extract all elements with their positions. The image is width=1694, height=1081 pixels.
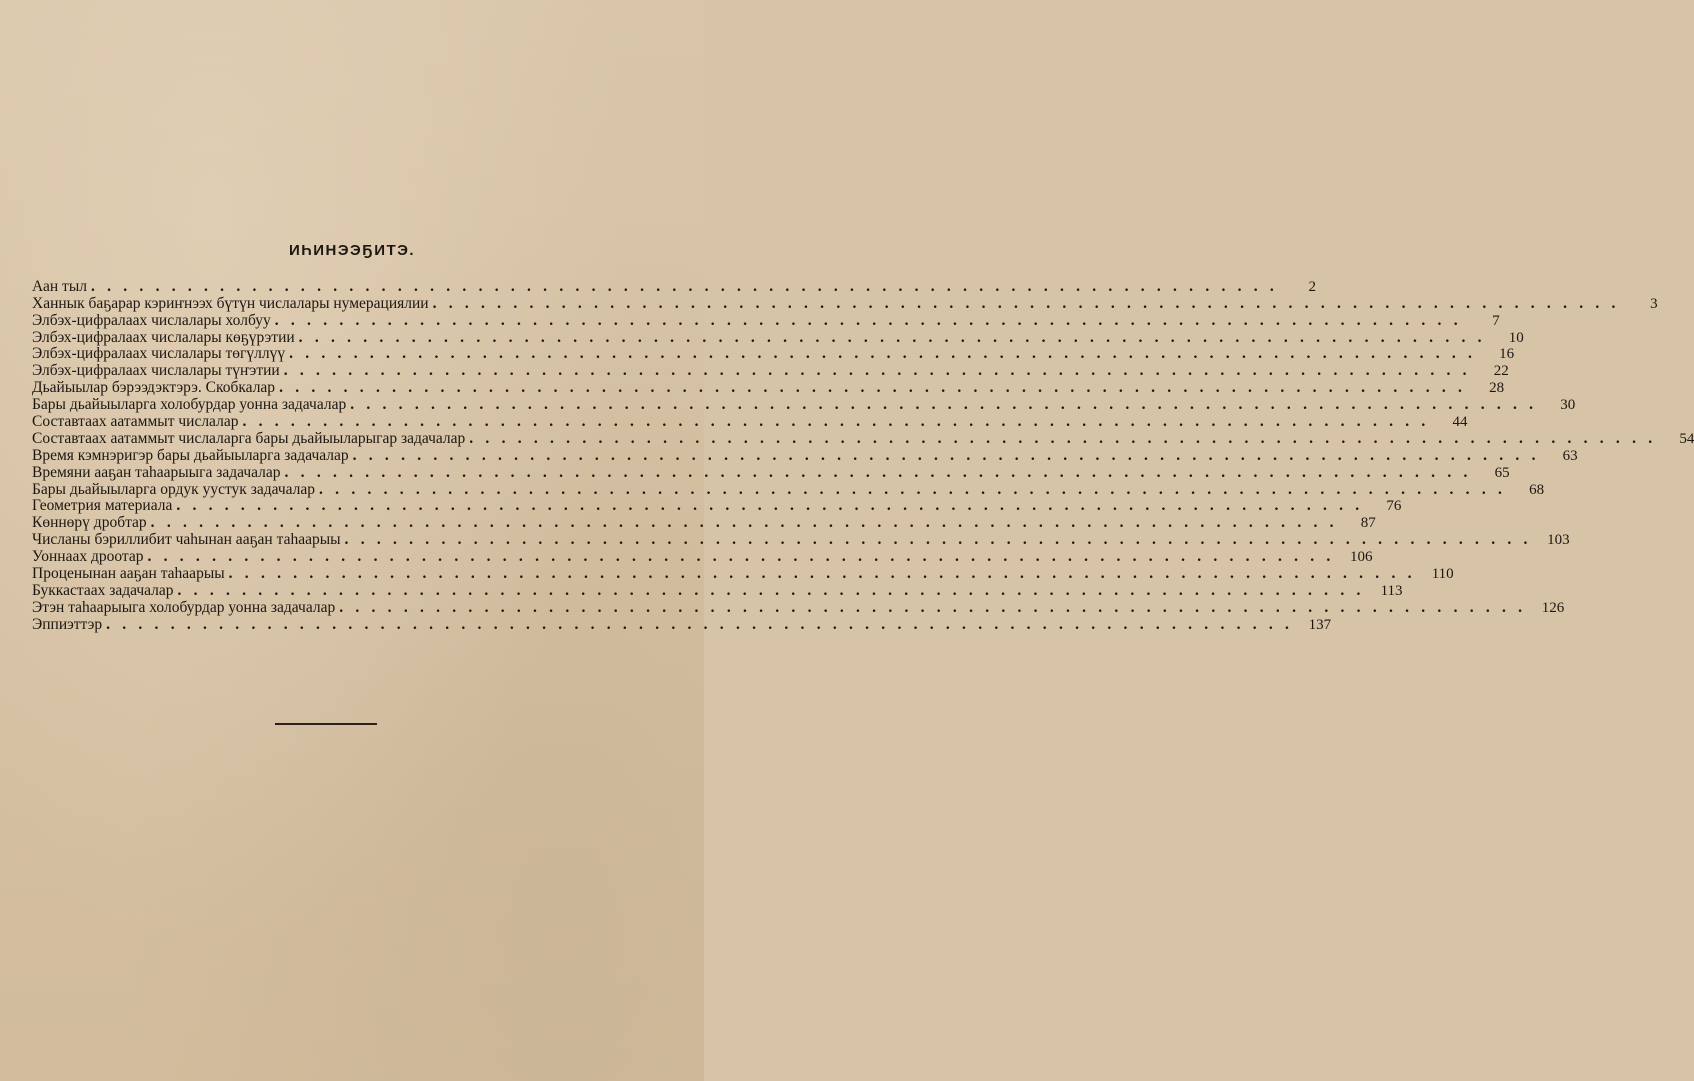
toc-entry-page: 110: [1431, 566, 1454, 583]
toc-entry-page: 126: [1541, 599, 1565, 616]
toc-entry-title: Эппиэттэр: [32, 615, 103, 633]
toc-entry-page: 2: [1308, 278, 1316, 295]
toc-entry: [32, 514, 1376, 532]
toc-entry-title: Элбэх-цифралаах числалары түҥэтии: [32, 362, 280, 380]
dot-leader: [284, 363, 1473, 379]
dot-leader: [147, 549, 1336, 565]
toc-entry-title: Составтаах аатаммыт числаларга бары дьайыыларыгар задачалар: [32, 429, 466, 447]
toc-entry-title: Геометрия материала: [32, 497, 173, 515]
dot-leader: [299, 330, 1488, 346]
dot-leader: [433, 296, 1622, 312]
toc-entry: [32, 615, 1332, 633]
separator-rule: [275, 723, 377, 725]
toc-entry: [32, 463, 1510, 481]
toc-entry-title: Уоннаах дроотар: [32, 548, 144, 566]
toc-entry: [32, 446, 1578, 464]
toc-entry: [32, 429, 1694, 447]
toc-entry-page: 44: [1452, 414, 1468, 431]
dot-leader: [275, 313, 1464, 329]
toc-entry-title: Время кэмнэригэр бары дьайыыларга задачалар: [32, 446, 349, 464]
toc-entry: [32, 362, 1509, 380]
dot-leader: [178, 583, 1367, 599]
toc-entry-page: 30: [1560, 397, 1576, 414]
toc-entry-title: Ханнык баҕарар кэриҥнээх бүтүн числалары нумерациялии: [32, 294, 429, 312]
dot-leader: [176, 498, 1365, 514]
dot-leader: [151, 515, 1340, 531]
toc-entry-page: 54: [1679, 430, 1694, 447]
dot-leader: [242, 414, 1431, 430]
toc-entry-title: Аан тыл: [32, 277, 87, 295]
dot-leader: [289, 346, 1478, 362]
dot-leader: [279, 380, 1468, 396]
toc-entry: [32, 497, 1402, 515]
dot-leader: [345, 532, 1534, 548]
toc-entry-title: Составтаах аатаммыт числалар: [32, 413, 239, 431]
contents-heading: ИҺИНЭЭҔИТЭ.: [288, 242, 416, 259]
toc-entry-page: 106: [1350, 549, 1373, 566]
dot-leader: [106, 617, 1295, 633]
toc-entry: [32, 581, 1403, 599]
toc-entry: [32, 480, 1545, 498]
toc-entry-title: Бары дьайыыларга ордук уустук задачалар: [32, 480, 316, 498]
toc-entry-page: 113: [1380, 582, 1403, 599]
toc-entry-title: Проценынан ааҕан таһаарыы: [32, 565, 225, 583]
toc-entry: [32, 277, 1316, 295]
toc-entry-page: 87: [1360, 515, 1376, 532]
toc-entry: [32, 328, 1524, 346]
toc-entry: [32, 413, 1468, 431]
toc-entry-title: Буккастаах задачалар: [32, 581, 174, 599]
dot-leader: [469, 431, 1658, 447]
table-of-contents: [32, 277, 1694, 633]
toc-entry-title: Бары дьайыыларга холобурдар уонна задачалар: [32, 396, 347, 414]
toc-entry-title: Элбэх-цифралаах числалары көҕүрэтии: [32, 328, 295, 346]
dot-leader: [285, 465, 1474, 481]
toc-entry-title: Элбэх-цифралаах числалары төгүллүү: [32, 345, 286, 363]
toc-entry-page: 22: [1493, 363, 1509, 380]
toc-entry-page: 10: [1508, 329, 1524, 346]
toc-entry-title: Дьайыылар бэрээдэктэрэ. Скобкалар: [32, 379, 276, 397]
toc-entry-title: Времяни ааҕан таһаарыыга задачалар: [32, 463, 281, 481]
toc-entry-page: 76: [1386, 498, 1402, 515]
toc-entry: [32, 548, 1373, 566]
dot-leader: [350, 397, 1539, 413]
dot-leader: [339, 600, 1528, 616]
toc-entry: [32, 379, 1505, 397]
toc-entry-page: 3: [1650, 295, 1658, 312]
toc-entry: [32, 345, 1515, 363]
toc-entry-page: 137: [1308, 616, 1332, 633]
toc-entry-title: Этэн таһаарыыга холобурдар уонна задачалар: [32, 598, 336, 616]
dot-leader: [319, 482, 1508, 498]
toc-entry-title: Числаны бэриллибит чаһынан ааҕан таһаарыы: [32, 531, 341, 549]
toc-entry-page: 68: [1529, 481, 1545, 498]
toc-entry-page: 65: [1494, 464, 1510, 481]
dot-leader: [353, 448, 1542, 464]
toc-entry: [32, 565, 1454, 583]
toc-entry: [32, 294, 1658, 312]
toc-entry-page: 28: [1489, 380, 1505, 397]
toc-entry-page: 16: [1499, 346, 1515, 363]
toc-entry-page: 103: [1547, 532, 1570, 549]
dot-leader: [229, 566, 1418, 582]
toc-entry-title: Элбэх-цифралаах числалары холбуу: [32, 311, 271, 329]
toc-entry: [32, 311, 1500, 329]
toc-entry-page: 63: [1562, 447, 1578, 464]
toc-entry: [32, 531, 1570, 549]
dot-leader: [91, 279, 1280, 295]
toc-entry-page: 7: [1492, 312, 1500, 329]
toc-entry: [32, 598, 1565, 616]
toc-entry-title: Көннөрү дробтар: [32, 514, 147, 532]
toc-entry: [32, 396, 1576, 414]
